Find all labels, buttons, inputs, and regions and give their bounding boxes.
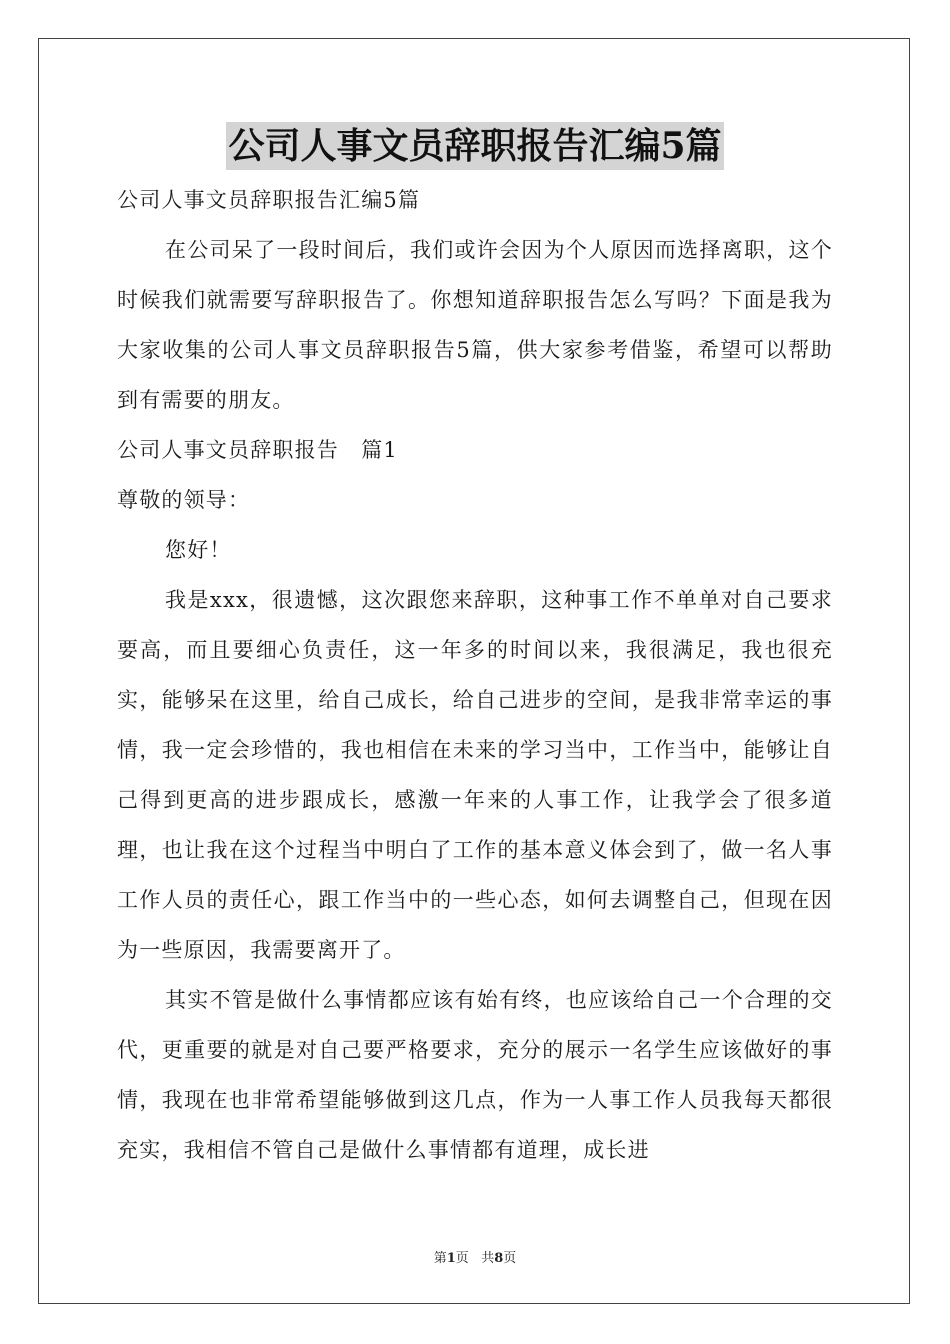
- document-subtitle: 公司人事文员辞职报告汇编5篇: [117, 188, 421, 212]
- total-prefix: 共: [481, 1251, 495, 1266]
- document-title: 公司人事文员辞职报告汇编5篇: [226, 122, 723, 170]
- body-paragraph-2: 其实不管是做什么事情都应该有始有终，也应该给自己一个合理的交代，更重要的就是对自己要严格要求，充分的展示一名学生应该做好的事情，我现在也非常希望能够做到这几点，作为一人事工作人员我每天都很充实，我相信不管自己是做什么事情都有道理，成长进: [117, 988, 833, 1162]
- page-suffix: 页: [455, 1251, 469, 1266]
- total-suffix: 页: [503, 1251, 517, 1266]
- body-paragraph-1: 我是xxx，很遗憾，这次跟您来辞职，这种事工作不单单对自己要求要高，而且要细心负责任，这一年多的时间以来，我很满足，我也很充实，能够呆在这里，给自己成长，给自己进步的空间，是我非常幸运的事情，我一定会珍惜的，我也相信在未来的学习当中，工作当中，能够让自己得到更高的进步跟成长，感激一年来的人事工作，让我学会了很多道理，也让我在这个过程当中明白了工作的基本意义体会到了，做一名人事工作人员的责任心，跟工作当中的一些心态，如何去调整自己，但现在因为一些原因，我需要离开了。: [117, 588, 833, 962]
- total-pages: 8: [494, 1251, 504, 1266]
- page-number: 1: [446, 1251, 456, 1266]
- page-prefix: 第: [433, 1251, 447, 1266]
- title-wrapper: [0, 122, 950, 170]
- page-footer: [0, 1247, 950, 1266]
- intro-paragraph: 在公司呆了一段时间后，我们或许会因为个人原因而选择离职，这个时候我们就需要写辞职报告了。你想知道辞职报告怎么写吗？下面是我为大家收集的公司人事文员辞职报告5篇，供大家参考借鉴，希望可以帮助到有需要的朋友。: [117, 238, 833, 412]
- section-heading: 公司人事文员辞职报告 篇1: [117, 438, 398, 462]
- greeting: 您好！: [165, 538, 232, 562]
- document-body: [117, 175, 833, 1175]
- salutation: 尊敬的领导：: [117, 488, 251, 512]
